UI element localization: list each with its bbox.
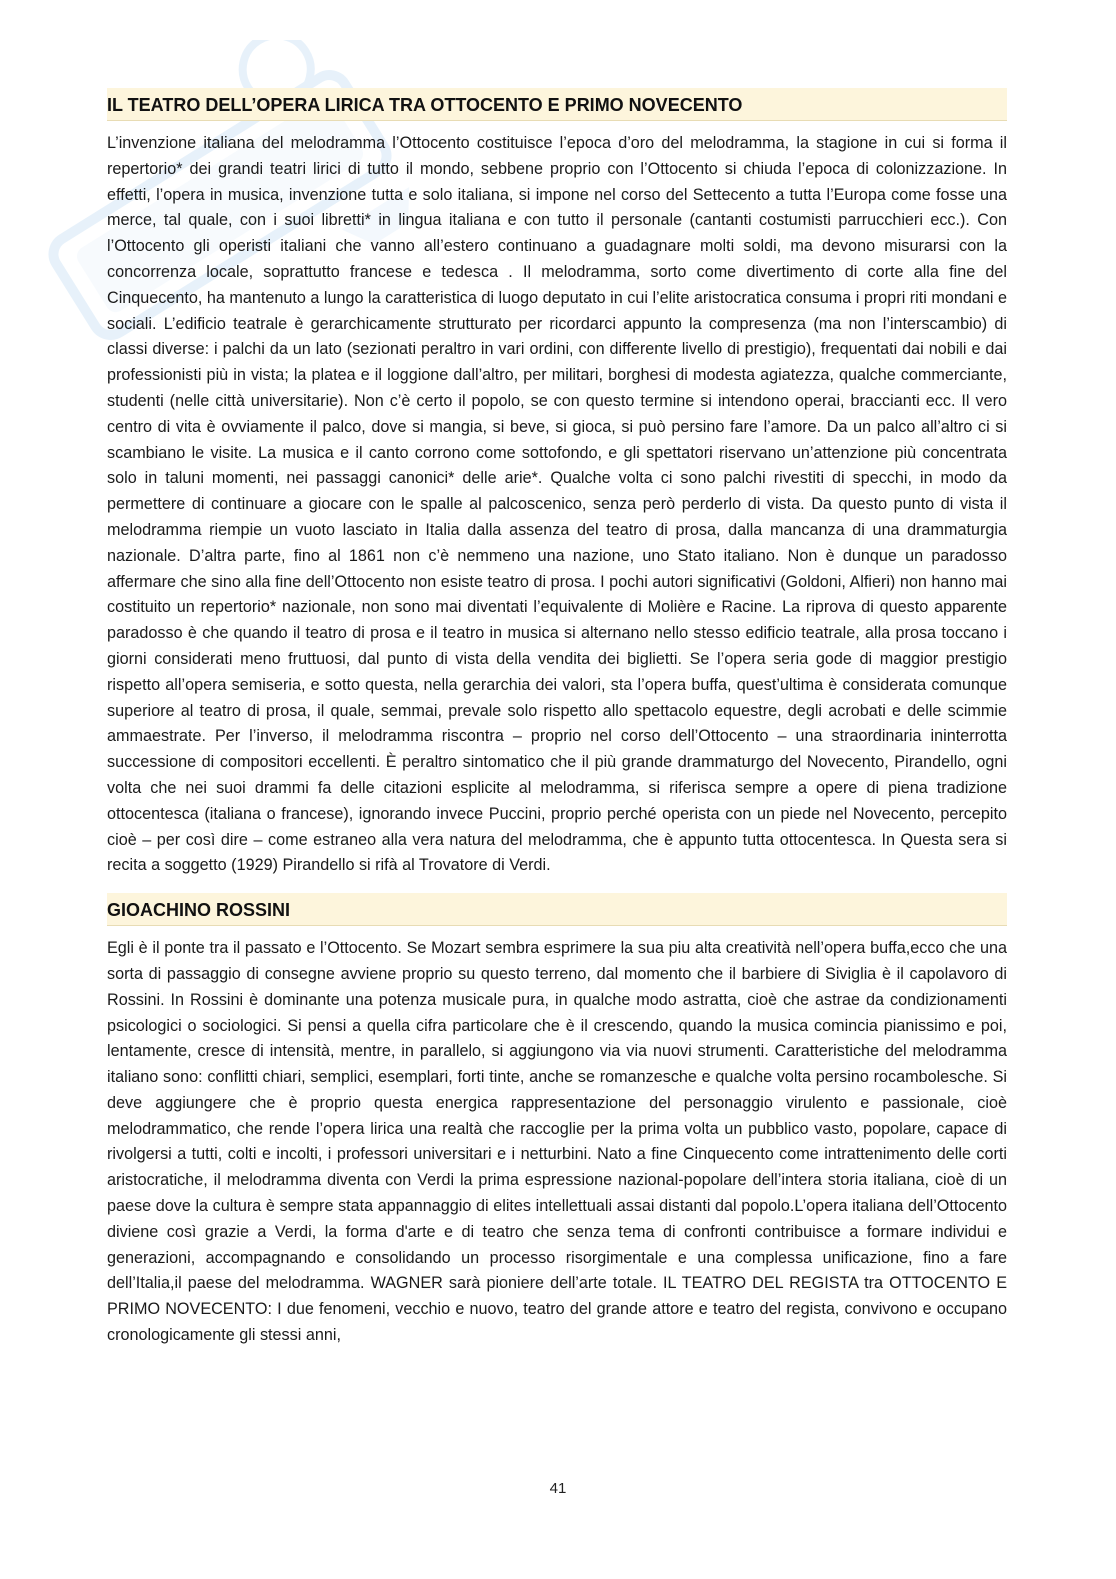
section-heading-rossini: GIOACHINO ROSSINI bbox=[107, 893, 1007, 926]
document-content bbox=[107, 88, 1007, 1363]
page-number: 41 bbox=[549, 1480, 567, 1497]
section-heading-opera: IL TEATRO DELL’OPERA LIRICA TRA OTTOCENTO E PRIMO NOVECENTO bbox=[107, 88, 1007, 121]
section-body-opera: L’invenzione italiana del melodramma l’Ottocento costituisce l’epoca d’oro del melodramma, la stagione in cui si forma il repertorio* dei grandi teatri lirici di tutto il mondo, sebbene proprio con l’Ottocento si chiuda l’epoca di colonizzazione. In effetti, l’opera in musica, invenzione tutta e solo italiana, si impone nel corso del Settecento a tutta l’Europa come fosse una merce, tal quale, con i suoi libretti* in lingua italiana e con tutto il personale (cantanti costumisti parrucchieri ecc.). Con l’Ottocento gli operisti italiani che vanno all’estero continuano a guadagnare molti soldi, ma devono misurarsi con la concorrenza locale, soprattutto francese e tedesca . Il melodramma, sorto come divertimento di corte alla fine del Cinquecento, ha mantenuto a lungo la caratteristica di luogo deputato in cui l’elite aristocratica consuma i propri riti mondani e sociali. L’edificio teatrale è gerarchicamente strutturato per ricordarci appunto la compresenza (ma non l’interscambio) di classi diverse: i palchi da un lato (sezionati peraltro in vari ordini, con differente livello di prestigio), frequentati dai nobili e dai professionisti più in vista; la platea e il loggione dall’altro, per militari, borghesi di modesta agiatezza, qualche commerciante, studenti (nelle città universitarie). Non c’è certo il popolo, se con questo termine si intendono operai, braccianti ecc. Il vero centro di vita è ovviamente il palco, dove si mangia, si beve, si gioca, si può persino fare l’amore. Da un palco all’altro ci si scambiano le visite. La musica e il canto corrono come sottofondo, e gli spettatori riservano un’attenzione più concentrata solo in taluni momenti, nei passaggi canonici* delle arie*. Qualche volta ci sono palchi rivestiti di specchi, in modo da permettere di continuare a giocare con le spalle al palcoscenico, senza però perderlo di vista. Da questo punto di vista il melodramma riempie un vuoto lasciato in Italia dalla assenza del teatro di prosa, dalla mancanza di una drammaturgia nazionale. D’altra parte, fino al 1861 non c’è nemmeno una nazione, uno Stato italiano. Non è dunque un paradosso affermare che sino alla fine dell’Ottocento non esiste teatro di prosa. I pochi autori significativi (Goldoni, Alfieri) non hanno mai costituito un repertorio* nazionale, non sono mai diventati l’equivalente di Molière e Racine. La riprova di questo apparente paradosso è che quando il teatro di prosa e il teatro in musica si alternano nello stesso edificio teatrale, alla prosa toccano i giorni considerati meno fruttuosi, dal punto di vista della vendita dei biglietti. Se l’opera seria gode di maggior prestigio rispetto all’opera semiseria, e sotto questa, nella gerarchia dei valori, sta l’opera buffa, quest’ultima è considerata comunque superiore al teatro di prosa, il quale, semmai, prevale solo rispetto allo spettacolo equestre, degli acrobati e delle scimmie ammaestrate. Per l’inverso, il melodramma riscontra – proprio nel corso dell’Ottocento – una straordinaria ininterrotta successione di compositori eccellenti. È peraltro sintomatico che il più grande drammaturgo del Novecento, Pirandello, ogni volta che nei suoi drammi fa delle citazioni esplicite al melodramma, si riferisca sempre a opere di piena tradizione ottocentesca (italiana o francese), ignorando invece Puccini, proprio perché operista con un piede nel Novecento, percepito cioè – per così dire – come estraneo alla vera natura del melodramma, che è appunto tutta ottocentesca. In Questa sera si recita a soggetto (1929) Pirandello si rifà al Trovatore di Verdi. bbox=[107, 134, 1007, 875]
section-body-rossini: Egli è il ponte tra il passato e l’Ottocento. Se Mozart sembra esprimere la sua piu alta creatività nell’opera buffa,ecco che una sorta di passaggio di consegne avviene proprio su questo terreno, dal momento che il barbiere di Siviglia è il capolavoro di Rossini. In Rossini è dominante una potenza musicale pura, in qualche modo astratta, cioè che astrae da condizionamenti psicologici o sociologici. Si pensi a quella cifra particolare che è il crescendo, quando la musica comincia pianissimo e poi, lentamente, cresce di intensità, mentre, in parallelo, si aggiungono via via nuovi strumenti. Caratteristiche del melodramma italiano sono: conflitti chiari, semplici, esemplari, forti tinte, anche se romanzesche e qualche volta persino rocambolesche. Si deve aggiungere che è proprio questa energica rappresentazione del personaggio virulento e passionale, cioè melodrammatico, che rende l’opera lirica una realtà che raccoglie per la prima volta un pubblico vasto, popolare, capace di rivolgersi a tutti, colti e incolti, i professori universitari e i netturbini. Nato a fine Cinquecento come intrattenimento delle corti aristocratiche, il melodramma diventa con Verdi la prima espressione nazional-popolare dell’intera storia italiana, cioè di un paese dove la cultura è sempre stata appannaggio di elites intellettuali assai distanti dal popolo.L’opera italiana dell’Ottocento diviene così grazie a Verdi, la forma d'arte e di teatro che senza tema di confronti contribuisce a formare individui e generazioni, accompagnando e consolidando un processo risorgimentale e una complessa unificazione, fino a fare dell’Italia,il paese del melodramma. WAGNER sarà pioniere dell’arte totale. IL TEATRO DEL REGISTA tra OTTOCENTO E PRIMO NOVECENTO: I due fenomeni, vecchio e nuovo, teatro del grande attore e teatro del regista, convivono e occupano cronologicamente gli stessi anni, bbox=[107, 939, 1007, 1345]
